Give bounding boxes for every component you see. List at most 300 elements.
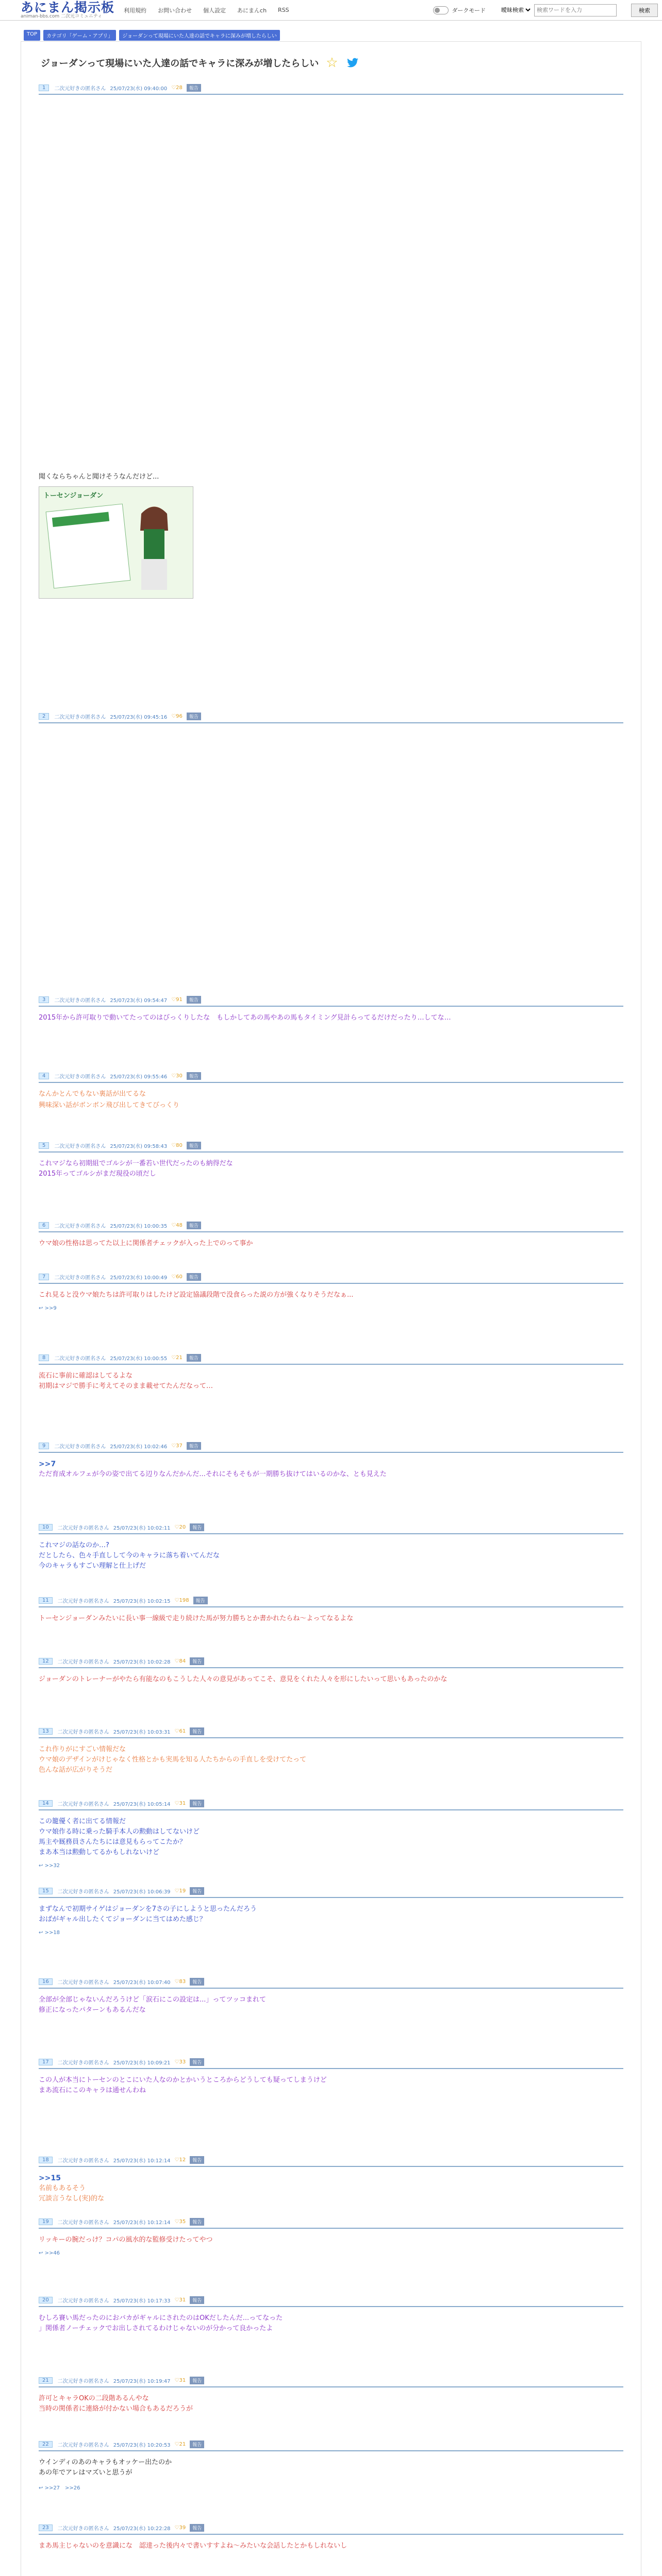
post-line: 冗談言うなし(実)的な xyxy=(39,2195,105,2202)
post-number[interactable]: 4 xyxy=(39,1073,49,1079)
poster-name: 二次元好きの匿名さん xyxy=(57,1980,109,1986)
post-line: 初期はマジで勝手に考えてそのまま載せてたんだなって… xyxy=(39,1382,213,1390)
post-line: むしろ賽い馬だったのにおバカがギャルにされたのはOKだしたんだ...ってなった xyxy=(39,2314,283,2322)
poster-name: 二次元好きの匿名さん xyxy=(57,2298,109,2304)
report-button[interactable]: 報告 xyxy=(187,713,201,720)
thread-header xyxy=(41,56,360,70)
report-button[interactable]: 報告 xyxy=(190,2218,204,2226)
like-count: 84 xyxy=(179,1658,186,1664)
post-10 xyxy=(39,1523,623,1571)
poster-name: 二次元好きの匿名さん xyxy=(57,2158,109,2164)
like-count: 21 xyxy=(179,2442,186,2447)
post-line: この人が本当にトーセンのとこにいた人なのかとかいうところからどうしても疑ってしまうけど xyxy=(39,2076,327,2084)
post-22 xyxy=(39,2441,623,2491)
post-line: 馬主や厩務員さんたちには意見もらってこたか？ xyxy=(39,1838,187,1846)
reply-links[interactable]: ↩ >>9 xyxy=(39,1306,57,1311)
post-number[interactable]: 1 xyxy=(39,84,49,91)
like-button[interactable] xyxy=(175,2378,186,2383)
post-line: あの年でアレはマズいと思うが xyxy=(39,2469,133,2477)
post-date: 25/07/23(水) 10:00:55 xyxy=(110,1356,168,1362)
post-line: ウインディのあのキャラもオッケー出たのか xyxy=(39,2459,172,2466)
post-date: 25/07/23(水) 10:12:14 xyxy=(113,2158,171,2164)
post-number[interactable]: 22 xyxy=(39,2441,53,2448)
post-date: 25/07/23(水) 09:58:43 xyxy=(110,1144,168,1149)
reply-links[interactable]: ↩ >>18 xyxy=(39,1930,60,1936)
post-date: 25/07/23(水) 10:09:21 xyxy=(113,2060,171,2066)
poster-name: 二次元好きの匿名さん xyxy=(54,998,106,1004)
post-body xyxy=(39,1239,623,1249)
search-bar xyxy=(499,4,658,17)
like-count: 33 xyxy=(179,2059,186,2065)
heart-icon: ♡ xyxy=(171,1443,176,1449)
nav-rss[interactable]: RSS xyxy=(278,7,289,13)
post-date: 25/07/23(水) 10:03:31 xyxy=(113,1730,171,1735)
post-body xyxy=(39,2075,623,2096)
post-header xyxy=(39,713,623,723)
post-line: 許可とキャラOKの二段階あるんやな xyxy=(39,2395,149,2402)
post-number[interactable]: 10 xyxy=(39,1524,53,1531)
post-4 xyxy=(39,1072,623,1099)
like-count: 37 xyxy=(176,1443,183,1449)
post-date: 25/07/23(水) 10:02:28 xyxy=(113,1659,171,1665)
post-line: これ作りがにすごい情報だな xyxy=(39,1745,126,1753)
post-body xyxy=(39,2458,623,2478)
post-date: 25/07/23(水) 10:02:46 xyxy=(110,1444,168,1450)
heart-icon: ♡ xyxy=(174,1979,179,1985)
poster-name: 二次元好きの匿名さん xyxy=(54,1074,106,1080)
heart-icon: ♡ xyxy=(174,1658,179,1664)
reply-icon: ↩ xyxy=(39,2485,45,2491)
like-button[interactable] xyxy=(171,1073,183,1079)
poster-name: 二次元好きの匿名さん xyxy=(54,1224,106,1229)
post-header xyxy=(39,2296,623,2307)
report-button[interactable]: 報告 xyxy=(187,1222,201,1229)
search-mode-select[interactable] xyxy=(499,6,532,14)
like-button[interactable] xyxy=(175,2442,186,2447)
like-count: 48 xyxy=(176,1223,183,1228)
like-button[interactable] xyxy=(171,714,183,719)
embedded-media xyxy=(39,730,623,1100)
post-number[interactable]: 23 xyxy=(39,2524,53,2531)
post-header xyxy=(39,1887,623,1898)
like-button[interactable] xyxy=(171,1443,183,1449)
report-button[interactable]: 報告 xyxy=(187,1354,201,1362)
post-line: まあ流石にこのキャラは通せんわね xyxy=(39,2087,146,2094)
nav-contact[interactable]: お問い合わせ xyxy=(158,7,192,14)
poster-name: 二次元好きの匿名さん xyxy=(57,1889,109,1895)
poster-name: 二次元好きの匿名さん xyxy=(57,1659,109,1665)
post-14 xyxy=(39,1800,623,1869)
report-button[interactable]: 報告 xyxy=(190,1727,204,1735)
like-button[interactable] xyxy=(175,2157,186,2163)
heart-icon: ♡ xyxy=(174,1524,179,1530)
heart-icon: ♡ xyxy=(171,85,176,91)
reply-icon: ↩ xyxy=(39,1930,45,1936)
heart-icon: ♡ xyxy=(174,1888,179,1894)
heart-icon: ♡ xyxy=(174,2059,179,2065)
post-12 xyxy=(39,1657,623,1685)
breadcrumb-top[interactable]: TOP xyxy=(24,30,40,41)
post-body xyxy=(39,1904,623,1925)
heart-icon: ♡ xyxy=(174,2297,179,2303)
like-count: 61 xyxy=(179,1728,186,1734)
post-number[interactable]: 13 xyxy=(39,1728,53,1735)
logo-text[interactable]: あにまん掲示板 xyxy=(21,0,115,15)
heart-icon: ♡ xyxy=(171,1073,176,1079)
like-button[interactable] xyxy=(175,2525,186,2531)
post-line: ジョーダンのトレーナーがやたら有能なのもこうした人々の意見があってこそ、意見をくれた人々を形にしたいって思いもあったのかな xyxy=(39,1675,448,1683)
heart-icon: ♡ xyxy=(171,997,176,1003)
poster-name: 二次元好きの匿名さん xyxy=(57,2526,109,2532)
post-number[interactable]: 20 xyxy=(39,2297,53,2303)
heart-icon: ♡ xyxy=(171,1143,176,1148)
post-body xyxy=(39,2173,623,2204)
nav-settings[interactable]: 個人設定 xyxy=(203,7,226,14)
post-line: これマジなら初期組でゴルシが一番若い世代だったのも納得だな xyxy=(39,1160,233,1167)
post-15 xyxy=(39,1887,623,1936)
like-count: 30 xyxy=(176,1073,183,1079)
report-button[interactable]: 報告 xyxy=(190,1800,204,1807)
post-header xyxy=(39,1273,623,1284)
post-number[interactable]: 21 xyxy=(39,2377,53,2384)
post-date: 25/07/23(水) 09:40:00 xyxy=(110,86,168,92)
like-button[interactable] xyxy=(175,1979,186,1985)
post-1 xyxy=(39,84,623,599)
post-body xyxy=(39,2394,623,2414)
post-number[interactable]: 2 xyxy=(39,713,49,720)
like-count: 19 xyxy=(179,1888,186,1894)
post-date: 25/07/23(水) 10:02:11 xyxy=(113,1526,171,1531)
like-count: 28 xyxy=(176,85,183,91)
report-button[interactable]: 報告 xyxy=(190,1978,204,1986)
post-line: トーセンジョーダンみたいに長い事一線級で走り続けた馬が努力勝ちとか書かれたらね～よってなるよな xyxy=(39,1615,354,1622)
image-panel xyxy=(46,504,131,589)
post-date: 25/07/23(水) 10:20:53 xyxy=(113,2443,171,2448)
like-button[interactable] xyxy=(175,1888,186,1894)
poster-name: 二次元好きの匿名さん xyxy=(57,2220,109,2226)
heart-icon: ♡ xyxy=(174,2219,179,2225)
heart-icon: ♡ xyxy=(171,714,176,719)
post-number[interactable]: 12 xyxy=(39,1658,53,1665)
post-line: 全部が全部じゃないんだろうけど「涙石にこの設定は...」ってツッコまれて xyxy=(39,1996,267,2004)
thread-container xyxy=(21,41,641,2576)
post-body xyxy=(39,1371,623,1392)
post-number[interactable]: 15 xyxy=(39,1888,53,1894)
heart-icon: ♡ xyxy=(174,2157,179,2163)
post-header xyxy=(39,996,623,1007)
post-body xyxy=(39,1540,623,1571)
post-line: これマジの話なのか…? xyxy=(39,1541,109,1549)
post-header xyxy=(39,1727,623,1738)
like-count: 31 xyxy=(179,2378,186,2383)
post-body xyxy=(39,1817,623,1858)
like-button[interactable] xyxy=(175,1801,186,1806)
reply-links[interactable]: ↩ >>46 xyxy=(39,2250,60,2256)
heart-icon: ♡ xyxy=(174,1598,179,1603)
post-number[interactable]: 11 xyxy=(39,1597,53,1604)
post-header xyxy=(39,1222,623,1232)
post-number[interactable]: 14 xyxy=(39,1800,53,1807)
like-button[interactable] xyxy=(171,1355,183,1361)
breadcrumb-thread[interactable]: ジョーダンって現場にいた人達の話でキャラに深みが増したらしい xyxy=(119,30,280,41)
report-button[interactable]: 報告 xyxy=(190,1523,204,1531)
post-number[interactable]: 3 xyxy=(39,996,49,1003)
twitter-icon[interactable] xyxy=(345,57,360,69)
post-3 xyxy=(39,996,623,1023)
post-date: 25/07/23(水) 10:02:15 xyxy=(113,1599,171,1604)
report-button[interactable]: 報告 xyxy=(187,1072,201,1080)
search-button[interactable]: 検索 xyxy=(631,4,658,17)
like-count: 31 xyxy=(179,2297,186,2303)
post-line: ウマ娘の性格は思ってた以上に関係者チェックが入った上でのって事か xyxy=(39,1240,253,1247)
heart-icon: ♡ xyxy=(174,1728,179,1734)
like-count: 21 xyxy=(176,1355,183,1361)
site-header xyxy=(0,0,662,21)
post-number[interactable]: 18 xyxy=(39,2157,53,2163)
poster-name: 二次元好きの匿名さん xyxy=(57,1526,109,1531)
character-illustration xyxy=(126,502,183,595)
post-body xyxy=(39,1159,623,1179)
heart-icon: ♡ xyxy=(171,1274,176,1280)
like-count: 60 xyxy=(176,1274,183,1280)
post-number[interactable]: 8 xyxy=(39,1354,49,1361)
poster-name: 二次元好きの匿名さん xyxy=(57,1802,109,1807)
like-button[interactable] xyxy=(171,1223,183,1228)
post-2 xyxy=(39,713,623,1111)
poster-name: 二次元好きの匿名さん xyxy=(57,1730,109,1735)
post-date: 25/07/23(水) 09:45:16 xyxy=(110,715,168,720)
post-body xyxy=(39,1459,623,1480)
poster-name: 二次元好きの匿名さん xyxy=(54,1444,106,1450)
dark-mode-toggle[interactable] xyxy=(433,6,486,14)
poster-name: 二次元好きの匿名さん xyxy=(57,2379,109,2384)
poster-name: 二次元好きの匿名さん xyxy=(57,2443,109,2448)
poster-name: 二次元好きの匿名さん xyxy=(57,2060,109,2066)
report-button[interactable]: 報告 xyxy=(190,2058,204,2066)
post-date: 25/07/23(水) 10:00:49 xyxy=(110,1275,168,1281)
post-line: おばがギャル出したくてジョーダンに当てはめた感じ？ xyxy=(39,1916,206,1923)
page-title: ジョーダンって現場にいた人達の話でキャラに深みが増したらしい xyxy=(41,58,319,69)
post-line: 2015年ってゴルシがまだ現役の頃だし xyxy=(39,1170,156,1178)
like-count: 12 xyxy=(179,2157,186,2163)
post-number[interactable]: 7 xyxy=(39,1274,49,1280)
post-line: だとしたら、色々手直しして今のキャラに落ち着いてんだな xyxy=(39,1552,220,1560)
post-header xyxy=(39,1442,623,1453)
post-7 xyxy=(39,1273,623,1311)
post-number[interactable]: 9 xyxy=(39,1443,49,1449)
post-body xyxy=(39,730,623,1111)
like-button[interactable] xyxy=(175,1658,186,1664)
report-button[interactable]: 報告 xyxy=(187,996,201,1004)
report-button[interactable]: 報告 xyxy=(190,2156,204,2164)
post-line: ウマ娘のデザインがけじゃなく性格とかも実馬を知る人たちからの手直しを受けてたって xyxy=(39,1756,307,1764)
reply-icon: ↩ xyxy=(39,1863,45,1869)
post-header xyxy=(39,84,623,95)
report-button[interactable]: 報告 xyxy=(187,1273,201,1281)
report-button[interactable]: 報告 xyxy=(190,2524,204,2532)
report-button[interactable]: 報告 xyxy=(187,1142,201,1149)
post-date: 25/07/23(水) 10:05:14 xyxy=(113,1802,171,1807)
post-line: 今のキャラもすごい理解と仕上げだ xyxy=(39,1562,146,1570)
post-line: 聞くならちゃんと聞けそうなんだけど... xyxy=(39,473,159,481)
like-count: 39 xyxy=(179,2525,186,2531)
reply-links[interactable]: ↩ >>32 xyxy=(39,1863,60,1869)
like-button[interactable] xyxy=(171,1274,183,1280)
attached-image[interactable] xyxy=(39,486,193,599)
post-number[interactable]: 5 xyxy=(39,1142,49,1149)
poster-name: 二次元好きの匿名さん xyxy=(57,1599,109,1604)
like-button[interactable] xyxy=(175,2059,186,2065)
post-line: 修正になったパターンもあるんだな xyxy=(39,2006,146,2014)
poster-name: 二次元好きの匿名さん xyxy=(54,715,106,720)
poster-name: 二次元好きの匿名さん xyxy=(54,1275,106,1281)
post-body xyxy=(39,1674,623,1685)
dark-mode-label: ダークモード xyxy=(452,7,486,14)
post-5 xyxy=(39,1142,623,1179)
post-header xyxy=(39,1072,623,1083)
post-number[interactable]: 17 xyxy=(39,2059,53,2065)
post-date: 25/07/23(水) 10:19:47 xyxy=(113,2379,171,2384)
logo-subtext: animan-bbs.com 二次元コミュニティ xyxy=(21,14,103,19)
post-line: 当時の関係者に連絡が付かない場合もあるだろうが xyxy=(39,2405,193,2413)
post-number[interactable]: 16 xyxy=(39,1978,53,1985)
post-header xyxy=(39,1523,623,1534)
post-17 xyxy=(39,2058,623,2096)
poster-name: 二次元好きの匿名さん xyxy=(54,1356,106,1362)
post-line: >>7 xyxy=(39,1460,56,1468)
post-header xyxy=(39,2377,623,2387)
post-body xyxy=(39,2541,623,2551)
post-date: 25/07/23(水) 10:22:28 xyxy=(113,2526,171,2532)
post-line: ウマ娘作る時に乗った騎手本人の勲動はしてないけど xyxy=(39,1828,200,1836)
post-16 xyxy=(39,1978,623,2015)
report-button[interactable]: 報告 xyxy=(187,1442,201,1450)
like-count: 198 xyxy=(179,1598,189,1603)
toggle-switch[interactable] xyxy=(433,6,449,14)
image-caption: トーセンジョーダン xyxy=(43,492,104,500)
reply-links[interactable]: ↩ >>27 >>26 xyxy=(39,2485,80,2491)
post-8 xyxy=(39,1354,623,1392)
embedded-media xyxy=(39,101,623,472)
post-body xyxy=(39,1290,623,1300)
post-date: 25/07/23(水) 09:54:47 xyxy=(110,998,168,1004)
post-19 xyxy=(39,2218,623,2256)
like-count: 35 xyxy=(179,2219,186,2225)
report-button[interactable]: 報告 xyxy=(190,1887,204,1895)
report-button[interactable]: 報告 xyxy=(190,2441,204,2448)
post-header xyxy=(39,1597,623,1607)
like-count: 31 xyxy=(179,1801,186,1806)
post-18 xyxy=(39,2156,623,2204)
report-button[interactable]: 報告 xyxy=(190,1657,204,1665)
like-button[interactable] xyxy=(175,1728,186,1734)
post-line: 」関係者ノーチェックでお出しされてるわけじゃないのが分かって良かったよ xyxy=(39,2325,273,2332)
post-line: まあ本当は勲動してるかもしれないけど xyxy=(39,1849,160,1856)
like-button[interactable] xyxy=(171,997,183,1003)
post-line: まずなんで初期サイゲはジョーダンを7さの子にしようと思ったんだろう xyxy=(39,1905,257,1913)
post-body xyxy=(39,2235,623,2245)
post-body xyxy=(39,1614,623,1624)
post-line: 興味深い話がボンボン飛び出してきてびっくり xyxy=(39,1101,180,1109)
like-button[interactable] xyxy=(175,2219,186,2225)
like-button[interactable] xyxy=(175,1598,189,1603)
poster-name: 二次元好きの匿名さん xyxy=(54,86,106,92)
nav-animanch[interactable]: あにまんch xyxy=(237,7,267,14)
post-13 xyxy=(39,1727,623,1775)
post-6 xyxy=(39,1222,623,1249)
like-button[interactable] xyxy=(171,1143,183,1148)
breadcrumb xyxy=(24,30,283,41)
post-date: 25/07/23(水) 10:12:14 xyxy=(113,2220,171,2226)
post-line: 2015年から許可取りで動いてたってのはびっくりしたな もしかしてあの馬やあの馬もタイミング見計らってるだけだったり…してな… xyxy=(39,1014,451,1022)
post-date: 25/07/23(水) 10:00:35 xyxy=(110,1224,168,1229)
post-line: 色んな話が広がりそうだ xyxy=(39,1766,113,1774)
post-header xyxy=(39,2218,623,2229)
site-logo[interactable] xyxy=(21,1,114,19)
like-button[interactable] xyxy=(175,1524,186,1530)
post-11 xyxy=(39,1597,623,1624)
like-count: 80 xyxy=(176,1143,183,1148)
post-header xyxy=(39,2441,623,2451)
post-21 xyxy=(39,2377,623,2414)
post-body xyxy=(39,101,623,599)
post-line: この籠優く者に出てる情報だ xyxy=(39,1818,126,1825)
post-header xyxy=(39,1354,623,1365)
search-input[interactable] xyxy=(534,4,617,16)
post-header xyxy=(39,2058,623,2069)
breadcrumb-category[interactable]: カテゴリ「ゲーム・アプリ」 xyxy=(43,30,116,41)
post-line: これ見ると没ウマ娘たちは許可取りはしたけど設定協議段階で没食らった説の方が強くなりそうだなぁ... xyxy=(39,1291,354,1299)
poster-name: 二次元好きの匿名さん xyxy=(54,1144,106,1149)
favorite-star-icon[interactable]: ☆ xyxy=(326,55,338,71)
post-line: ただ育成オルフェが今の姿で出てる辺りなんだかんだ...それにそもそもが一期勝ち抜けてはいるのかな、とも見えた xyxy=(39,1470,387,1478)
reply-icon: ↩ xyxy=(39,2250,45,2256)
heart-icon: ♡ xyxy=(174,1801,179,1806)
post-line: リッキーの腕だっけ？コパの風水的な監修受けたってやつ xyxy=(39,2236,213,2244)
post-date: 25/07/23(水) 10:17:33 xyxy=(113,2298,171,2304)
post-header xyxy=(39,2524,623,2535)
post-20 xyxy=(39,2296,623,2334)
like-count: 91 xyxy=(176,997,183,1003)
reply-icon: ↩ xyxy=(39,1306,45,1311)
like-button[interactable] xyxy=(175,2297,186,2303)
post-date: 25/07/23(水) 09:55:46 xyxy=(110,1074,168,1080)
post-header xyxy=(39,1142,623,1153)
post-number[interactable]: 6 xyxy=(39,1222,49,1229)
heart-icon: ♡ xyxy=(171,1223,176,1228)
post-number[interactable]: 19 xyxy=(39,2218,53,2225)
post-body xyxy=(39,1013,623,1023)
post-9 xyxy=(39,1442,623,1480)
post-header xyxy=(39,1978,623,1989)
report-button[interactable]: 報告 xyxy=(190,2377,204,2384)
report-button[interactable]: 報告 xyxy=(190,2296,204,2304)
post-line: なんかとんでもない裏話が出てるな xyxy=(39,1090,146,1098)
post-line: 名前もあるそう xyxy=(39,2184,86,2192)
like-count: 83 xyxy=(179,1979,186,1985)
post-body xyxy=(39,2313,623,2334)
post-line: >>15 xyxy=(39,2174,61,2182)
post-header xyxy=(39,1800,623,1810)
post-line: 流石に事前に確認はしてるよな xyxy=(39,1372,133,1380)
heart-icon: ♡ xyxy=(171,1355,176,1361)
like-button[interactable] xyxy=(171,85,183,91)
report-button[interactable]: 報告 xyxy=(193,1597,208,1604)
nav-terms[interactable]: 利用規約 xyxy=(124,7,147,14)
report-button[interactable]: 報告 xyxy=(187,84,201,92)
post-23 xyxy=(39,2524,623,2551)
like-count: 96 xyxy=(176,714,183,719)
